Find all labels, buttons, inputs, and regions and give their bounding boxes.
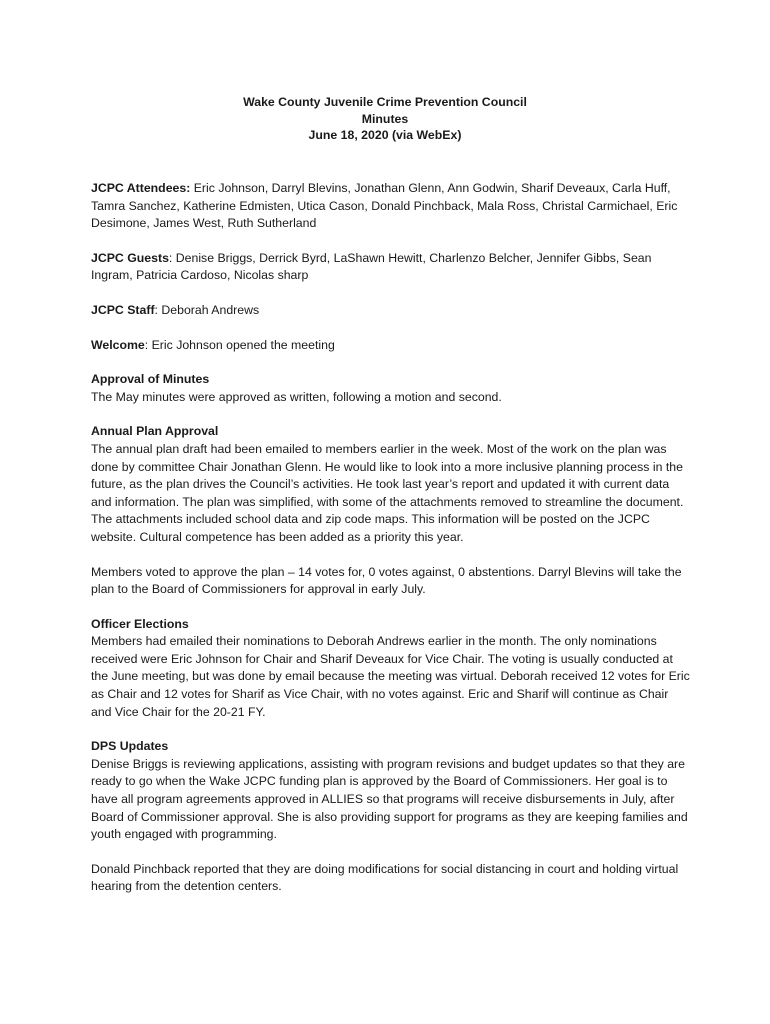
- meeting-date: June 18, 2020 (via WebEx): [308, 128, 462, 142]
- dps-updates-text: Denise Briggs is reviewing applications, assisting with program revisions and budget updates so that they are ready to go when the Wake JCPC funding plan is approved by the Board of Commissioners. Her goal is to have all program agreements approved in ALLIES so that programs will receive disbursements in July, after Board of Commissioner approval. She is also providing support for programs as they are keeping families and youth engaged with programming.: [91, 756, 688, 842]
- staff-label: JCPC Staff: [91, 302, 155, 317]
- staff-paragraph: [91, 302, 691, 320]
- guests-list: : Denise Briggs, Derrick Byrd, LaShawn Hewitt, Charlenzo Belcher, Jennifer Gibbs, Sean Ingram, Patricia Cardoso, Nicolas sharp: [91, 250, 652, 283]
- approval-minutes-text: The May minutes were approved as written, following a motion and second.: [91, 389, 502, 404]
- attendees-paragraph: [91, 180, 691, 233]
- dps-updates-title: DPS Updates: [91, 739, 169, 754]
- annual-plan-text: The annual plan draft had been emailed to members earlier in the week. Most of the work on the plan was done by committee Chair Jonathan Glenn. He would like to look into a more inclusive planning process in the future, as the plan drives the Council’s activities. He took last year’s report and updated it with current data and information. The plan was simplified, with some of the attachments removed to streamline the document. The attachments included school data and zip code maps. This information will be posted on the JCPC website. Cultural competence has been added as a priority this year.: [91, 441, 684, 544]
- attendees-list: Eric Johnson, Darryl Blevins, Jonathan Glenn, Ann Godwin, Sharif Deveaux, Carla Huff, Tamra Sanchez, Katherine Edmisten, Utica Cason, Donald Pinchback, Mala Ross, Christal Carmichael, Eric Desimone, James West, Ruth Sutherland: [91, 181, 678, 231]
- document-header: [0, 94, 770, 144]
- dps-updates-paragraph-2: [91, 861, 691, 896]
- doc-type: Minutes: [361, 111, 409, 126]
- welcome-paragraph: [91, 337, 691, 355]
- annual-plan-title: Annual Plan Approval: [91, 424, 219, 439]
- officer-elections-title: Officer Elections: [91, 616, 189, 631]
- guests-label: JCPC Guests: [91, 250, 169, 265]
- dps-updates-section: [91, 738, 691, 844]
- annual-plan-vote-text: Members voted to approve the plan – 14 votes for, 0 votes against, 0 abstentions. Darryl Blevins will take the plan to the Board of Commissioners for approval in early July.: [91, 564, 682, 597]
- document-body: [91, 180, 691, 913]
- annual-plan-vote: [91, 564, 691, 599]
- dps-updates-text-2: Donald Pinchback reported that they are doing modifications for social distancing in court and holding virtual hearing from the detention centers.: [91, 861, 679, 894]
- officer-elections-section: [91, 616, 691, 722]
- annual-plan-section: [91, 423, 691, 546]
- welcome-label: Welcome: [91, 337, 145, 352]
- officer-elections-text: Members had emailed their nominations to Deborah Andrews earlier in the month. The only nominations received were Eric Johnson for Chair and Sharif Deveaux for Vice Chair. The voting is usually conducted at the June meeting, but was done by email because the meeting was virtual. Deborah received 12 votes for Eric as Chair and 12 votes for Sharif as Vice Chair, with no votes against. Eric and Sharif will continue as Chair and Vice Chair for the 20-21 FY.: [91, 634, 690, 719]
- welcome-text: : Eric Johnson opened the meeting: [144, 337, 335, 352]
- guests-paragraph: [91, 250, 691, 285]
- approval-minutes-section: [91, 371, 691, 406]
- attendees-label: JCPC Attendees:: [91, 181, 191, 195]
- org-title: Wake County Juvenile Crime Prevention Council: [243, 95, 527, 109]
- staff-list: : Deborah Andrews: [154, 302, 260, 317]
- approval-minutes-title: Approval of Minutes: [91, 372, 210, 387]
